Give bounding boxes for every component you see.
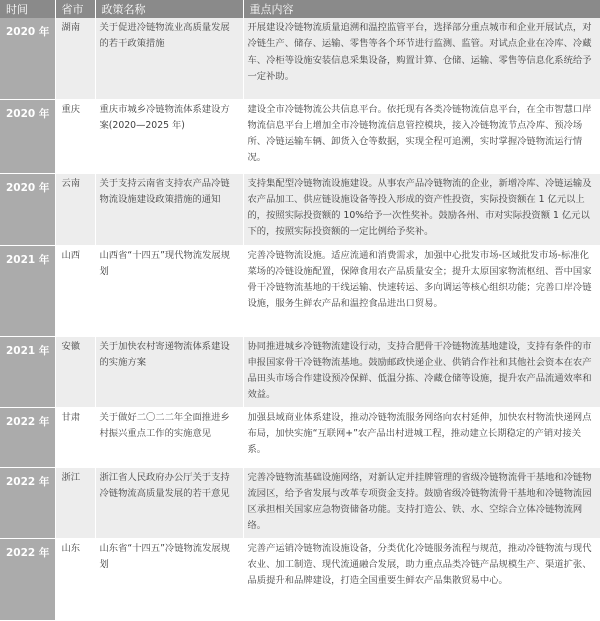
table-row [0,245,600,336]
row-policy-name: 山西省“十四五”现代物流发展规划 [95,245,243,336]
table-row [0,18,600,99]
row-policy-name: 关于加快农村寄递物流体系建设的实施方案 [95,336,243,407]
row-province: 浙江 [55,467,95,538]
row-content: 开展建设冷链物流质量追溯和温控监管平台，选择部分重点城市和企业开展试点，对冷链生产、储存、运输、零售等各个环节进行监测、监管。对试点企业在冷库、冷藏车、冷柜等设施安装信息采集设备，购置计算、仓储、运输、零售等信息化系统给予一定补助。 [243,18,600,99]
header-key-content: 重点内容 [243,0,600,18]
row-year: 2022 年 [0,467,55,538]
table-row [0,336,600,407]
table-row [0,538,600,620]
header-row [0,0,600,18]
row-province: 安徽 [55,336,95,407]
row-policy-name: 浙江省人民政府办公厅关于支持冷链物流高质量发展的若干意见 [95,467,243,538]
row-content: 加强县域商业体系建设，推动冷链物流服务网络向农村延伸，加快农村物流快递网点布局，加快实施“互联网+”农产品出村进城工程，推动建立长期稳定的产销对接关系。 [243,407,600,467]
header-province: 省市 [55,0,95,18]
header-policy-name: 政策名称 [95,0,243,18]
row-content: 建设全市冷链物流公共信息平台。依托现有各类冷链物流信息平台，在全市智慧口岸物流信息平台上增加全市冷链物流信息管控模块，接入冷链物流节点冷库、预冷场所、冷链运输车辆、卸货入仓等数据，实现全程可追溯，实时掌握冷链物流运行情况。 [243,99,600,173]
row-policy-name: 重庆市城乡冷链物流体系建设方案(2020—2025 年) [95,99,243,173]
row-province: 甘肃 [55,407,95,467]
row-province: 山东 [55,538,95,620]
header-time: 时间 [0,0,55,18]
table-row [0,99,600,173]
row-year: 2021 年 [0,336,55,407]
row-content: 完善冷链物流基础设施网络，对新认定并挂牌管理的省级冷链物流骨干基地和冷链物流园区，给予省发展与改革专项资金支持。鼓励省级冷链物流骨干基地和冷链物流园区承担相关国家应急物资储备功能。支持打造公、铁、水、空综合立体冷链物流网络。 [243,467,600,538]
row-policy-name: 关于做好二〇二二年全面推进乡村振兴重点工作的实施意见 [95,407,243,467]
row-policy-name: 山东省“十四五”冷链物流发展规划 [95,538,243,620]
row-year: 2020 年 [0,18,55,99]
row-year: 2020 年 [0,173,55,245]
table-row [0,467,600,538]
table-row [0,407,600,467]
row-content: 完善冷链物流设施。适应流通和消费需求，加强中心批发市场-区域批发市场-标准化菜场的冷链设施配置，保障食用农产品质量安全；提升太原国家物流枢纽、晋中国家骨干冷链物流基地的干线运输、快速转运、多向调运等核心组织功能；完善口岸冷链设施，服务生鲜农产品和温控食品进出口贸易。 [243,245,600,336]
row-province: 山西 [55,245,95,336]
row-content: 协同推进城乡冷链物流建设行动，支持合肥骨干冷链物流基地建设，支持有条件的市申报国家骨干冷链物流基地。鼓励邮政快递企业、供销合作社和其他社会资本在农产品田头市场合作建设预冷保鲜、低温分拣、冷藏仓储等设施，提升农产品流通效率和效益。 [243,336,600,407]
row-content: 完善产运销冷链物流设施设备，分类优化冷链服务流程与规范，推动冷链物流与现代农业、加工制造、现代流通融合发展，助力重点品类冷链产品规模生产、渠道扩张、品质提升和品牌建设，打造全国重要生鲜农产品集散贸易中心。 [243,538,600,620]
row-year: 2022 年 [0,538,55,620]
row-year: 2021 年 [0,245,55,336]
table-row [0,173,600,245]
row-year: 2020 年 [0,99,55,173]
row-year: 2022 年 [0,407,55,467]
row-province: 湖南 [55,18,95,99]
row-policy-name: 关于支持云南省支持农产品冷链物流设施建设政策措施的通知 [95,173,243,245]
row-province: 云南 [55,173,95,245]
row-policy-name: 关于促进冷链物流业高质量发展的若干政策措施 [95,18,243,99]
row-province: 重庆 [55,99,95,173]
row-content: 支持集配型冷链物流设施建设。从事农产品冷链物流的企业，新增冷库、冷链运输及农产品加工、供应链设施设备等投入形成的资产性投资，实际投资额在 1 亿元以上的，按照实际投资额的 10%给予一次性奖补。鼓励各州、市对实际投资额 1 亿元以下的，按照实际投资额的一定比例给予奖补。 [243,173,600,245]
